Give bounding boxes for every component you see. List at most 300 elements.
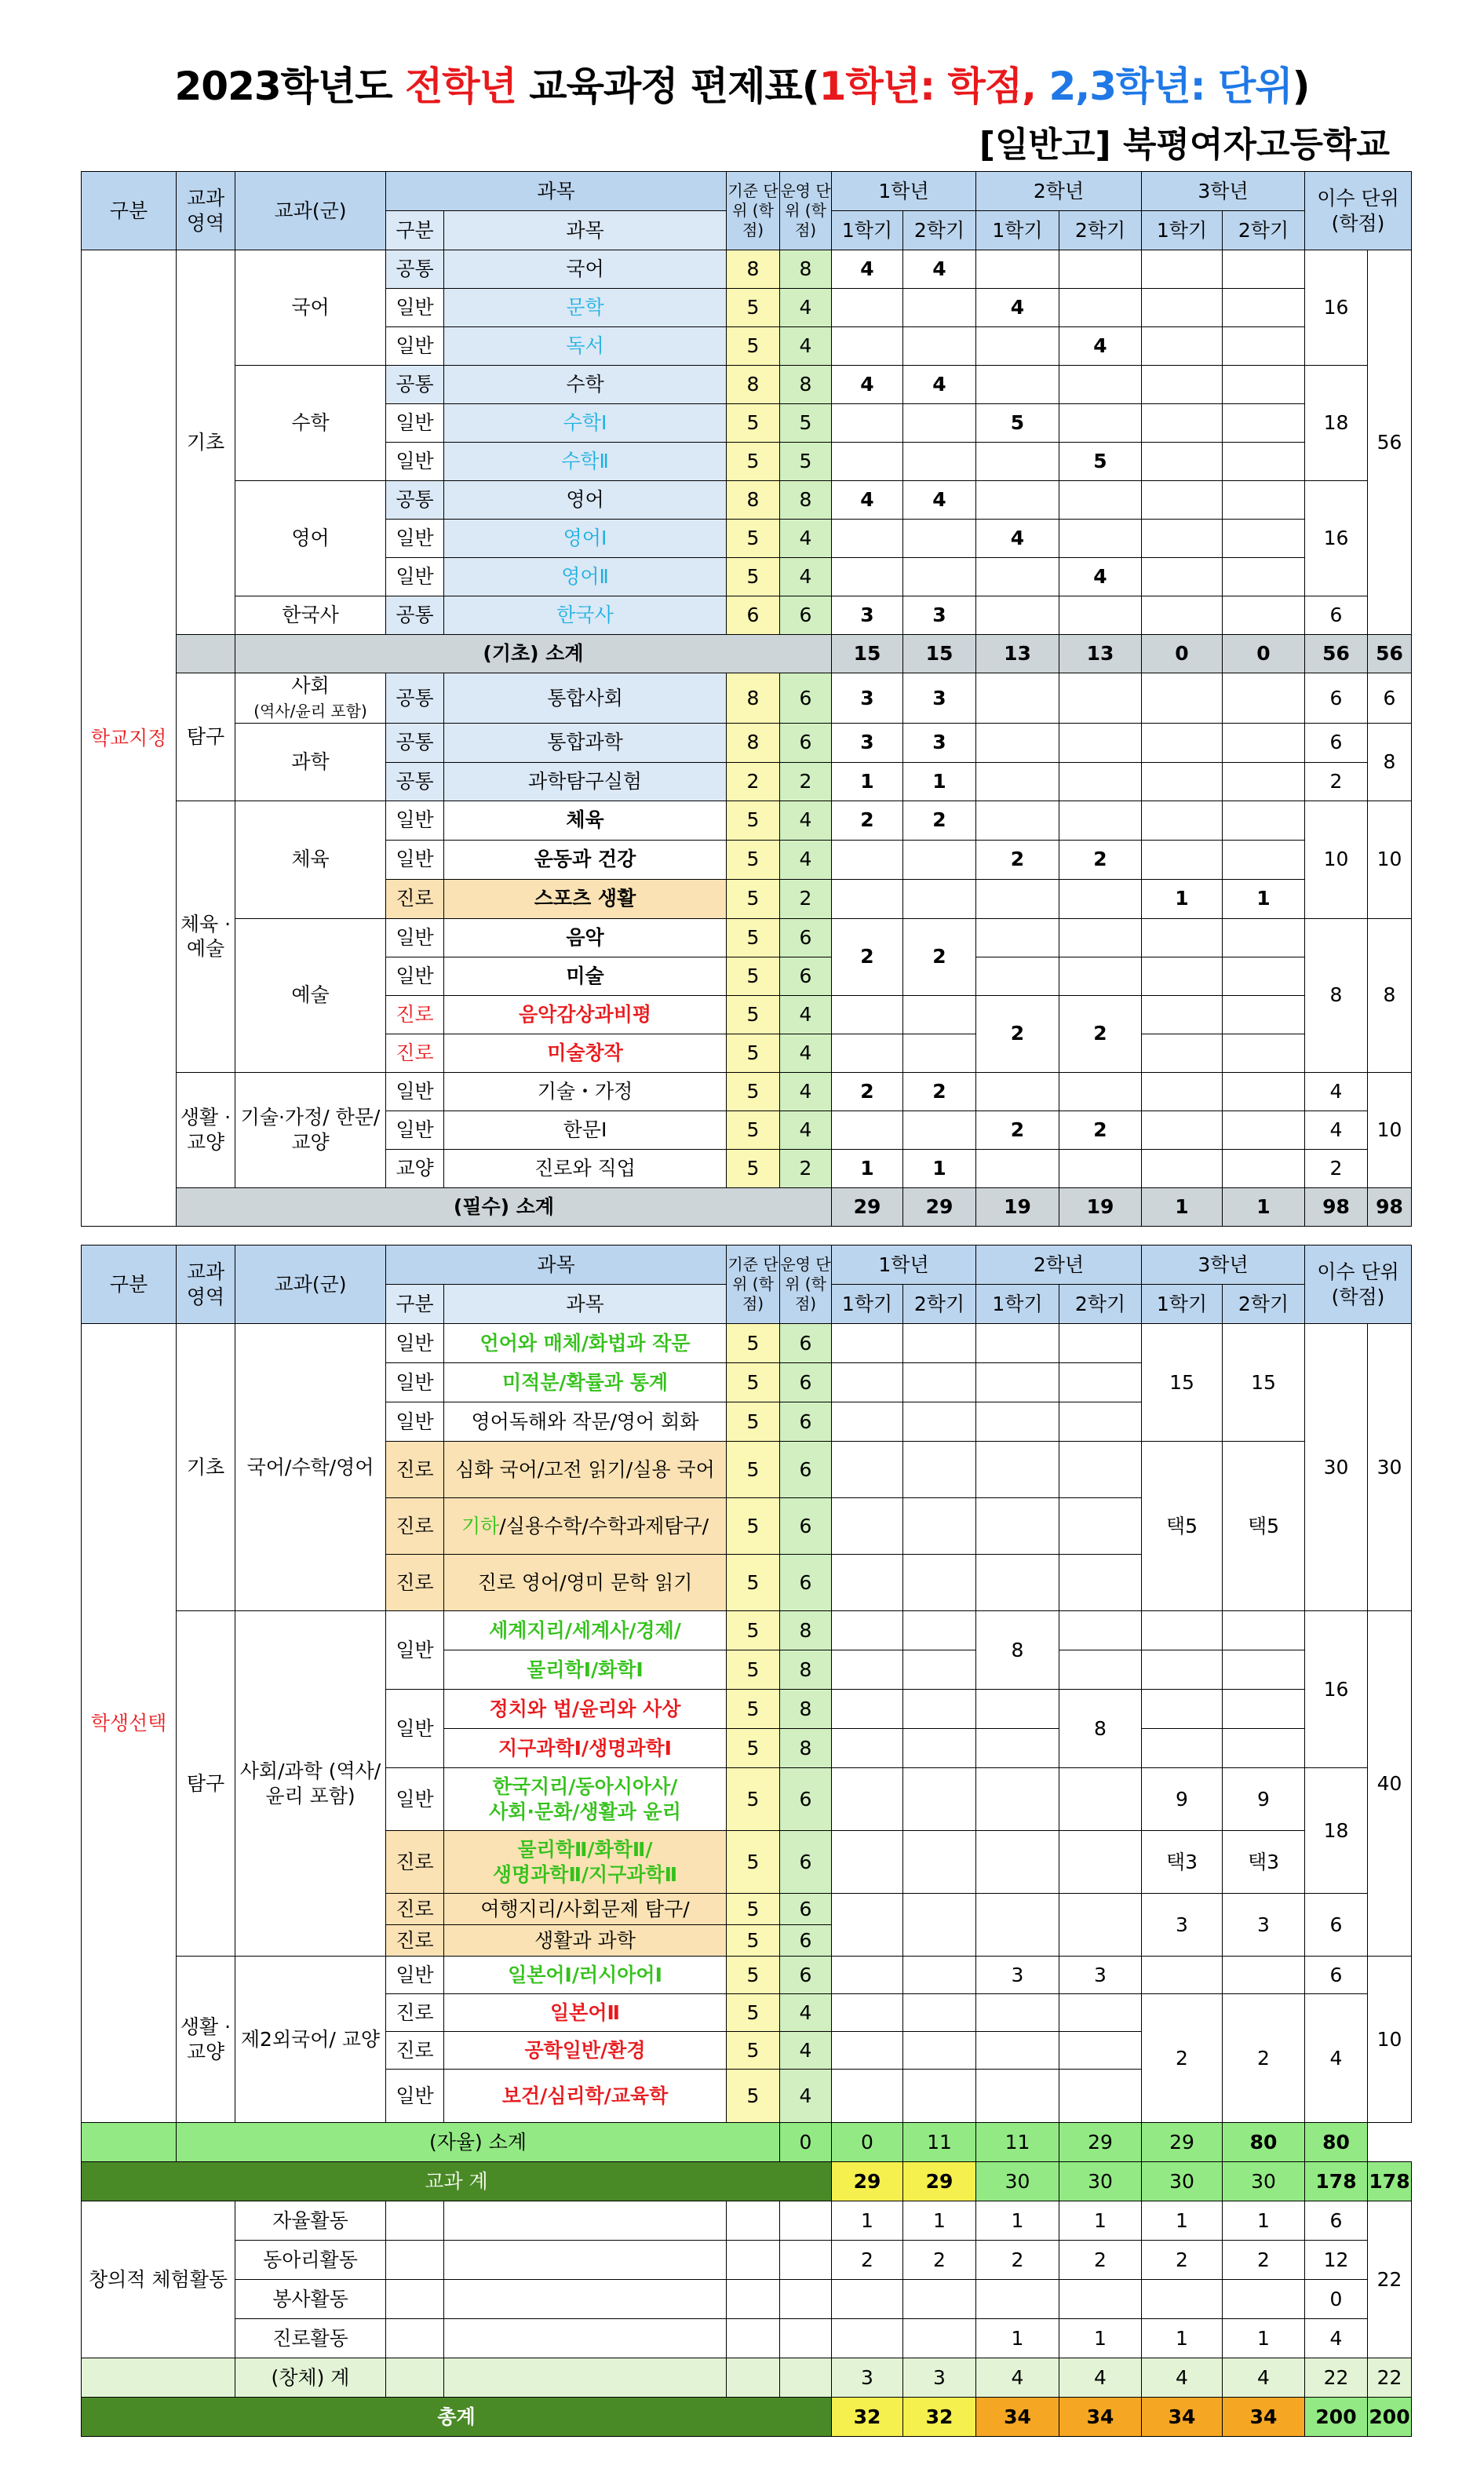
cell — [976, 673, 1059, 724]
cell: 6 — [727, 596, 780, 635]
group-society: 사회 (역사/윤리 포함) — [235, 673, 386, 724]
cell — [1223, 481, 1305, 520]
cell: 4 — [1305, 1994, 1368, 2123]
cell: 9 — [1223, 1768, 1305, 1831]
kind-cell: 일반 — [386, 1072, 444, 1111]
cell: 3 — [832, 596, 903, 635]
cell — [1059, 289, 1142, 327]
hdr-g3: 3학년 — [1142, 1245, 1305, 1285]
cell — [903, 1363, 976, 1402]
area-inquiry2: 탐구 — [177, 1611, 235, 1957]
cell: 4 — [780, 1034, 832, 1072]
cell: 5 — [727, 918, 780, 957]
cell: 4 — [903, 250, 976, 289]
cell: 2 — [1142, 1994, 1223, 2123]
cell — [727, 2280, 780, 2319]
kind-cell: 진로 — [386, 1894, 444, 1925]
cell: 29 — [832, 2162, 903, 2201]
cell — [1059, 250, 1142, 289]
cell — [832, 1894, 903, 1957]
cell: 4 — [1059, 327, 1142, 366]
cell: 15 — [903, 635, 976, 673]
cell: 16 — [1305, 481, 1368, 596]
cell: 4 — [832, 250, 903, 289]
cell — [903, 520, 976, 558]
elective-9: 정치와 법/윤리와 사상 — [444, 1690, 727, 1729]
cell: 8 — [1368, 918, 1412, 1072]
cell — [832, 2319, 903, 2358]
cell: 13 — [1059, 635, 1142, 673]
subtotal-basic-label: (기초) 소계 — [235, 635, 832, 673]
cell: 11 — [976, 2123, 1059, 2162]
cell: 30 — [976, 2162, 1059, 2201]
cell: 34 — [976, 2398, 1059, 2437]
cell — [1142, 1034, 1223, 1072]
hdr-sub-gubun: 구분 — [386, 1285, 444, 1324]
cell — [976, 918, 1059, 957]
cell — [1223, 443, 1305, 481]
hdr-sub-subject: 과목 — [444, 211, 727, 250]
cell — [903, 995, 976, 1034]
cell — [1142, 289, 1223, 327]
cell: 3 — [903, 673, 976, 724]
cell — [903, 327, 976, 366]
cell: 5 — [780, 443, 832, 481]
cell: 5 — [727, 1363, 780, 1402]
cell: 2 — [780, 879, 832, 918]
subject-sports: 스포츠 생활 — [444, 879, 727, 918]
kind-cell: 공통 — [386, 366, 444, 404]
cell: 2 — [903, 801, 976, 840]
cell: 1 — [1223, 2201, 1305, 2241]
cell: 10 — [1368, 1957, 1412, 2123]
subject-math2: 수학Ⅱ — [444, 443, 727, 481]
cell — [903, 879, 976, 918]
cell — [1059, 723, 1142, 762]
elective-3: 영어독해와 작문/영어 회화 — [444, 1402, 727, 1442]
cell — [386, 2241, 444, 2280]
kind-cell: 진로 — [386, 879, 444, 918]
elective-5: 기하/실용수학/수학과제탐구/ — [444, 1498, 727, 1555]
kind-cell: 진로 — [386, 2032, 444, 2070]
cell: 6 — [1305, 673, 1368, 724]
area-basic2: 기초 — [177, 1324, 235, 1611]
kind-cell: 교양 — [386, 1149, 444, 1187]
cell: 4 — [780, 558, 832, 596]
cell — [832, 1034, 903, 1072]
cell — [1142, 957, 1223, 995]
cell: 1 — [976, 2201, 1059, 2241]
creative-item: 자율활동 — [235, 2201, 386, 2241]
group-science: 과학 — [235, 723, 386, 801]
cell — [976, 1324, 1059, 1363]
cell — [82, 2358, 235, 2398]
cell — [903, 1957, 976, 1994]
cell: 56 — [1368, 635, 1412, 673]
cell — [832, 1402, 903, 1442]
hdr-sem: 1학기 — [1142, 1285, 1223, 1324]
hdr-sem: 1학기 — [976, 211, 1059, 250]
cell: 0 — [1223, 635, 1305, 673]
subject-literature: 문학 — [444, 289, 727, 327]
cell — [780, 2358, 832, 2398]
cell: 4 — [780, 995, 832, 1034]
cell: 6 — [1368, 673, 1412, 724]
cell: 3 — [1059, 1957, 1142, 1994]
cell: 2 — [780, 762, 832, 801]
hdr-sem: 2학기 — [1059, 1285, 1142, 1324]
cell: 13 — [976, 635, 1059, 673]
hdr-g1: 1학년 — [832, 1245, 976, 1285]
cell: 택5 — [1142, 1442, 1223, 1611]
elective-16: 일본어Ⅱ — [444, 1994, 727, 2032]
cell — [832, 1729, 903, 1768]
cell: 98 — [1368, 1187, 1412, 1226]
kind-cell: 일반 — [386, 1768, 444, 1831]
cell: 3 — [832, 723, 903, 762]
cell: 29 — [903, 1187, 976, 1226]
cell — [727, 2358, 780, 2398]
cell: 8 — [1305, 918, 1368, 1072]
cell: 5 — [727, 1034, 780, 1072]
grand-total-label: 총계 — [82, 2398, 832, 2437]
subtotal-elective-label: (자율) 소계 — [177, 2123, 780, 2162]
cell — [1223, 520, 1305, 558]
subject-reading: 독서 — [444, 327, 727, 366]
cell: 3 — [832, 2358, 903, 2398]
cell: 1 — [832, 2201, 903, 2241]
cell — [903, 2280, 976, 2319]
cell: 2 — [903, 918, 976, 995]
cell — [444, 2280, 727, 2319]
cell — [976, 596, 1059, 635]
cell — [1059, 879, 1142, 918]
cell — [832, 520, 903, 558]
hdr-base: 기준 단위 (학점) — [727, 172, 780, 250]
cell: 8 — [727, 250, 780, 289]
cell: 1 — [1059, 2319, 1142, 2358]
subject-history: 한국사 — [444, 596, 727, 635]
elective-18: 보건/심리학/교육학 — [444, 2070, 727, 2123]
cell: 5 — [727, 1894, 780, 1925]
section-creative: 창의적 체험활동 — [82, 2201, 235, 2358]
cell: 80 — [1305, 2123, 1368, 2162]
cell: 5 — [727, 995, 780, 1034]
cell: 4 — [903, 366, 976, 404]
cell — [1223, 596, 1305, 635]
cell — [444, 2201, 727, 2241]
cell: 32 — [832, 2398, 903, 2437]
cell — [976, 481, 1059, 520]
cell — [1223, 801, 1305, 840]
section-student: 학생선택 — [82, 1324, 177, 2123]
kind-cell: 일반 — [386, 1957, 444, 1994]
kind-cell: 일반 — [386, 1611, 444, 1690]
cell — [976, 366, 1059, 404]
hdr-group: 교과(군) — [235, 1245, 386, 1324]
cell: 8 — [727, 673, 780, 724]
subject-music-app: 음악감상과비평 — [444, 995, 727, 1034]
cell — [1142, 1650, 1223, 1690]
cell — [903, 289, 976, 327]
elective-6: 진로 영어/영미 문학 읽기 — [444, 1555, 727, 1611]
cell: 2 — [1305, 1149, 1368, 1187]
cell: 8 — [780, 366, 832, 404]
cell: 30 — [1059, 2162, 1142, 2201]
cell — [976, 762, 1059, 801]
cell — [1059, 2070, 1142, 2123]
group-art: 예술 — [235, 918, 386, 1072]
subject-tech: 기술・가정 — [444, 1072, 727, 1111]
subject-math: 수학 — [444, 366, 727, 404]
cell: 5 — [1059, 443, 1142, 481]
cell: 200 — [1368, 2398, 1412, 2437]
elective-4: 심화 국어/고전 읽기/실용 국어 — [444, 1442, 727, 1498]
cell — [832, 1442, 903, 1498]
cell — [1142, 1729, 1223, 1768]
cell — [727, 2319, 780, 2358]
student-elective-table — [81, 1245, 1412, 2437]
cell — [386, 2319, 444, 2358]
section-school: 학교지정 — [82, 250, 177, 1227]
kind-cell: 일반 — [386, 443, 444, 481]
cell — [976, 1555, 1059, 1611]
cell: 19 — [1059, 1187, 1142, 1226]
hdr-sem: 1학기 — [976, 1285, 1059, 1324]
cell — [976, 1690, 1059, 1729]
cell: 4 — [903, 481, 976, 520]
cell — [832, 1611, 903, 1650]
cell — [832, 1555, 903, 1611]
cell: 5 — [727, 1402, 780, 1442]
cell — [1059, 1442, 1142, 1498]
cell: 5 — [727, 327, 780, 366]
cell: 5 — [727, 1650, 780, 1690]
cell: 6 — [780, 723, 832, 762]
cell: 6 — [780, 1925, 832, 1957]
cell: 5 — [727, 443, 780, 481]
cell — [1059, 1149, 1142, 1187]
creative-item: 동아리활동 — [235, 2241, 386, 2280]
cell: 2 — [832, 2241, 903, 2280]
cell — [903, 1402, 976, 1442]
hdr-sem: 1학기 — [1142, 211, 1223, 250]
cell: 22 — [1368, 2201, 1412, 2358]
cell — [832, 1994, 903, 2032]
cell — [832, 1650, 903, 1690]
cell — [832, 1690, 903, 1729]
cell — [1223, 1957, 1305, 1994]
kind-cell: 일반 — [386, 520, 444, 558]
cell — [1059, 1894, 1142, 1957]
cell: 6 — [780, 1831, 832, 1894]
cell: 4 — [832, 366, 903, 404]
subject-korean: 국어 — [444, 250, 727, 289]
cell: 5 — [727, 1611, 780, 1650]
cell — [1223, 918, 1305, 957]
hdr-group: 교과(군) — [235, 172, 386, 250]
cell — [976, 1442, 1059, 1498]
cell — [1059, 481, 1142, 520]
elective-10: 지구과학Ⅰ/생명과학Ⅰ — [444, 1729, 727, 1768]
kind-cell: 진로 — [386, 1555, 444, 1611]
cell: 1 — [1223, 879, 1305, 918]
cell — [976, 2280, 1059, 2319]
cell: 2 — [903, 2241, 976, 2280]
cell: 8 — [1059, 1690, 1142, 1768]
cell — [832, 558, 903, 596]
kind-cell: 일반 — [386, 2070, 444, 2123]
cell — [1223, 957, 1305, 995]
cell — [444, 2319, 727, 2358]
cell — [976, 957, 1059, 995]
cell — [832, 404, 903, 443]
cell — [1142, 1149, 1223, 1187]
elective-2: 미적분/확률과 통계 — [444, 1363, 727, 1402]
cell — [976, 801, 1059, 840]
cell: 4 — [780, 1994, 832, 2032]
cell — [976, 443, 1059, 481]
cell: 1 — [1142, 2319, 1223, 2358]
area-inquiry: 탐구 — [177, 673, 235, 801]
cell: 0 — [832, 2123, 903, 2162]
cell — [386, 2201, 444, 2241]
cell — [903, 1729, 976, 1768]
kind-cell: 일반 — [386, 957, 444, 995]
cell: 6 — [780, 1442, 832, 1498]
cell: 4 — [780, 520, 832, 558]
hdr-area: 교과 영역 — [177, 172, 235, 250]
cell — [976, 1149, 1059, 1187]
cell — [832, 1324, 903, 1363]
cell — [1142, 596, 1223, 635]
cell — [1142, 1611, 1223, 1650]
cell — [832, 840, 903, 879]
group-socsci: 사회/과학 (역사/윤리 포함) — [235, 1611, 386, 1957]
kind-cell: 일반 — [386, 801, 444, 840]
cell — [903, 1894, 976, 1957]
cell: 4 — [1059, 2358, 1142, 2398]
hdr-sem: 2학기 — [1223, 211, 1305, 250]
subject-english2: 영어Ⅱ — [444, 558, 727, 596]
cell — [780, 2280, 832, 2319]
cell — [1223, 1072, 1305, 1111]
area-basic: 기초 — [177, 250, 235, 635]
cell: 4 — [780, 801, 832, 840]
elective-8: 물리학Ⅰ/화학Ⅰ — [444, 1650, 727, 1690]
cell: 5 — [727, 879, 780, 918]
cell — [903, 1768, 976, 1831]
cell: 1 — [832, 762, 903, 801]
kind-cell: 일반 — [386, 1402, 444, 1442]
cell — [1142, 918, 1223, 957]
cell: 29 — [832, 1187, 903, 1226]
creative-item: 진로활동 — [235, 2319, 386, 2358]
cell: 0 — [1142, 635, 1223, 673]
cell — [976, 250, 1059, 289]
hdr-sem: 2학기 — [903, 1285, 976, 1324]
cell — [1142, 250, 1223, 289]
hdr-oper: 운영 단위 (학점) — [780, 172, 832, 250]
cell — [832, 289, 903, 327]
cell: 0 — [1305, 2280, 1368, 2319]
cell: 5 — [727, 558, 780, 596]
hdr-area: 교과 영역 — [177, 1245, 235, 1324]
kind-cell: 일반 — [386, 918, 444, 957]
hdr-g1: 1학년 — [832, 172, 976, 211]
cell — [1142, 443, 1223, 481]
cell: 4 — [976, 289, 1059, 327]
cell: 4 — [1305, 1072, 1368, 1111]
cell: 8 — [780, 1611, 832, 1650]
cell: 29 — [1142, 2123, 1223, 2162]
cell — [903, 2070, 976, 2123]
kind-cell: 일반 — [386, 289, 444, 327]
cell: 9 — [1142, 1768, 1223, 1831]
cell: 5 — [727, 801, 780, 840]
cell — [832, 1957, 903, 1994]
cell — [444, 2358, 727, 2398]
hdr-gubun: 구분 — [82, 172, 177, 250]
cell: 6 — [780, 1957, 832, 1994]
cell — [1142, 995, 1223, 1034]
cell — [1059, 1768, 1142, 1831]
cell: 4 — [780, 840, 832, 879]
hdr-sem: 1학기 — [832, 1285, 903, 1324]
subject-science: 통합과학 — [444, 723, 727, 762]
cell: 5 — [727, 1111, 780, 1149]
cell: 5 — [727, 1831, 780, 1894]
cell — [1059, 1072, 1142, 1111]
cell: 2 — [976, 2241, 1059, 2280]
cell — [1223, 762, 1305, 801]
cell: 30 — [1223, 2162, 1305, 2201]
cell: 10 — [1305, 801, 1368, 918]
cell: 5 — [727, 1690, 780, 1729]
elective-15: 일본어Ⅰ/러시아어Ⅰ — [444, 1957, 727, 1994]
kind-cell: 진로 — [386, 1498, 444, 1555]
cell: 5 — [727, 1957, 780, 1994]
cell: 3 — [903, 723, 976, 762]
cell: 5 — [727, 2070, 780, 2123]
cell — [903, 1650, 976, 1690]
cell — [832, 879, 903, 918]
cell: 2 — [976, 1111, 1059, 1149]
cell: 5 — [727, 1768, 780, 1831]
kind-cell: 진로 — [386, 1925, 444, 1957]
kind-cell: 진로 — [386, 1442, 444, 1498]
cell: 56 — [1368, 250, 1412, 635]
cell: 34 — [1142, 2398, 1223, 2437]
kind-cell: 일반 — [386, 1324, 444, 1363]
kind-cell: 일반 — [386, 840, 444, 879]
hdr-g2: 2학년 — [976, 1245, 1142, 1285]
cell: 40 — [1368, 1611, 1412, 1957]
cell: 2 — [1059, 840, 1142, 879]
cell: 2 — [832, 1072, 903, 1111]
cell: 200 — [1305, 2398, 1368, 2437]
cell: 2 — [832, 918, 903, 995]
cell: 4 — [832, 481, 903, 520]
cell — [1142, 327, 1223, 366]
cell: 19 — [976, 1187, 1059, 1226]
cell: 0 — [780, 2123, 832, 2162]
cell: 15 — [832, 635, 903, 673]
cell — [976, 1831, 1059, 1894]
hdr-isu: 이수 단위(학점) — [1305, 172, 1412, 250]
cell — [976, 1894, 1059, 1957]
kind-cell: 일반 — [386, 558, 444, 596]
